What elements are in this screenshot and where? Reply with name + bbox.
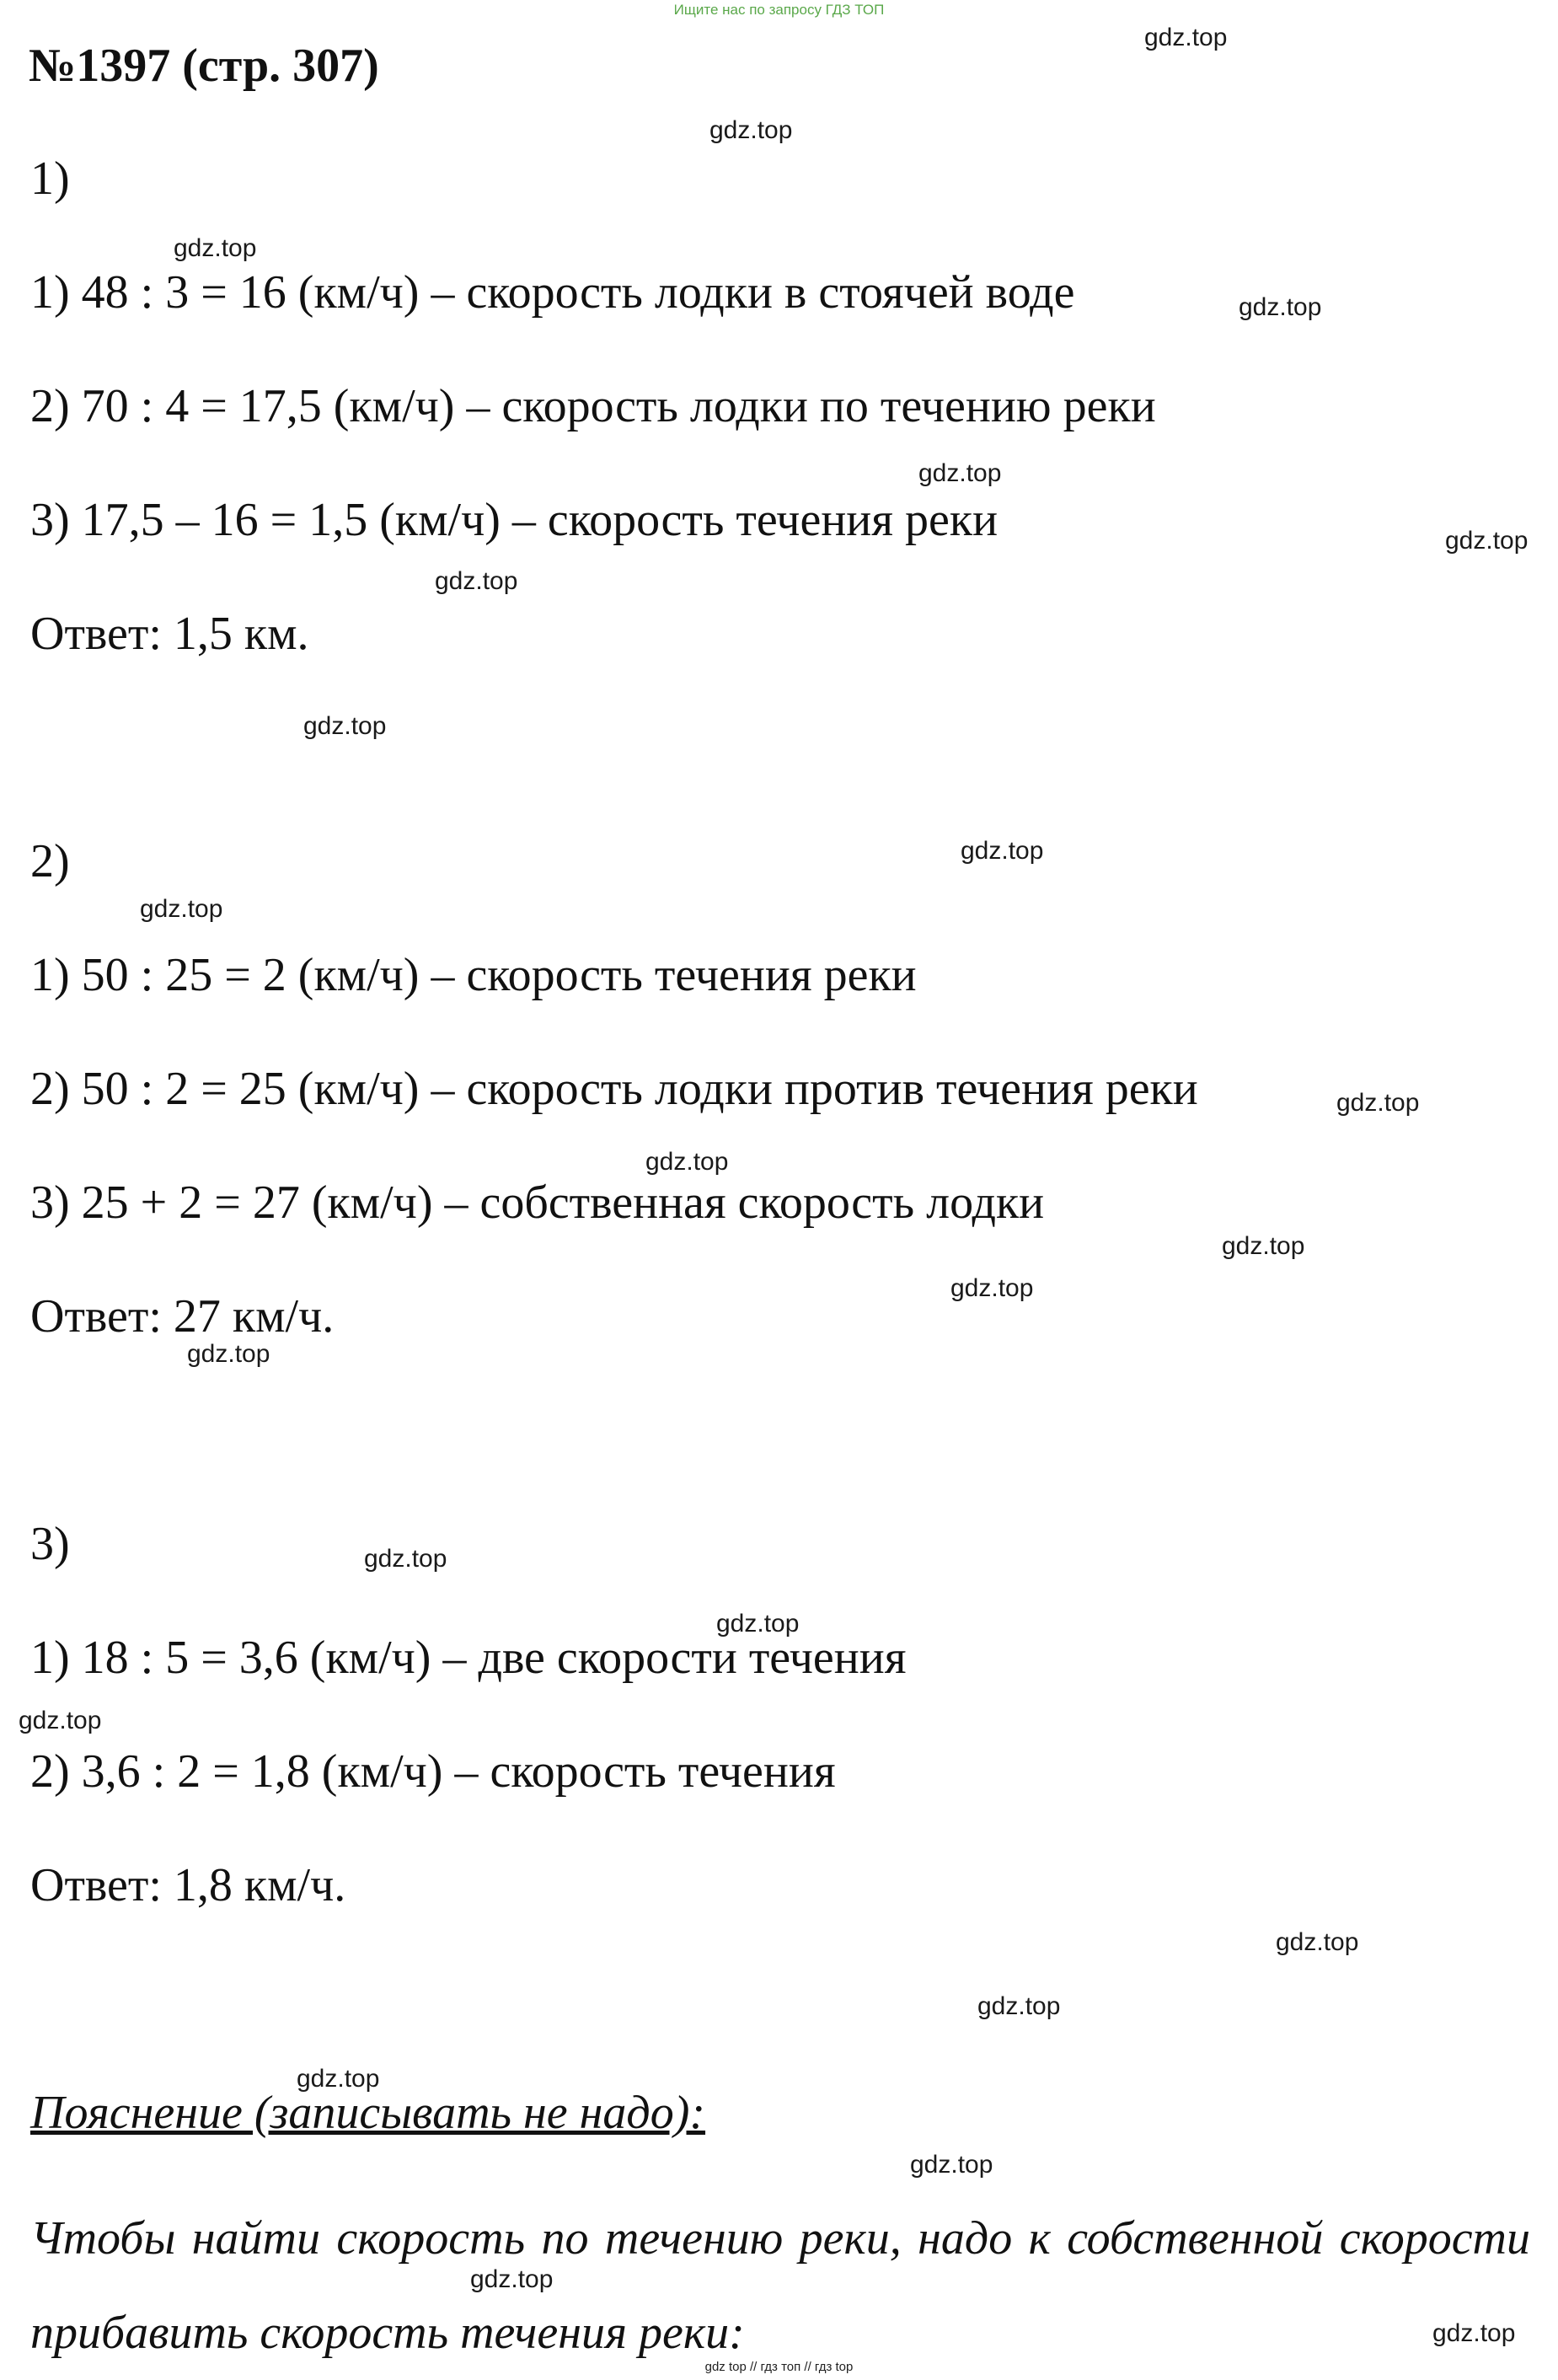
watermark: gdz.top	[174, 234, 257, 262]
watermark: gdz.top	[1144, 24, 1228, 51]
watermark: gdz.top	[303, 712, 387, 740]
part2-step-3: 3) 25 + 2 = 27 (км/ч) – собственная скорость лодки	[30, 1177, 1045, 1229]
watermark: gdz.top	[1336, 1089, 1420, 1117]
watermark: gdz.top	[910, 2151, 993, 2179]
part3-answer: Ответ: 1,8 км/ч.	[30, 1859, 346, 1911]
explanation-text: Чтобы найти скорость по течению реки, надо к собственной скорости прибавить скорость течения реки:	[30, 2212, 1530, 2359]
watermark: gdz.top	[918, 459, 1002, 487]
part2-answer: Ответ: 27 км/ч.	[30, 1290, 335, 1343]
watermark: gdz.top	[1239, 293, 1322, 321]
part3-label: 3)	[30, 1518, 70, 1570]
watermark: gdz.top	[187, 1340, 270, 1368]
part1-label: 1)	[30, 153, 70, 205]
watermark: gdz.top	[645, 1148, 729, 1176]
part2-label: 2)	[30, 835, 70, 887]
footer-watermark: gdz top // гдз топ // гдз top	[704, 2360, 854, 2374]
watermark: gdz.top	[297, 2065, 380, 2093]
watermark: gdz.top	[961, 837, 1044, 865]
watermark: gdz.top	[950, 1274, 1034, 1302]
explanation-heading: Пояснение (записывать не надо):	[30, 2087, 706, 2139]
part2-step-1: 1) 50 : 25 = 2 (км/ч) – скорость течения реки	[30, 949, 917, 1001]
part3-step-1: 1) 18 : 5 = 3,6 (км/ч) – две скорости течения	[30, 1632, 907, 1684]
watermark: gdz.top	[1222, 1232, 1305, 1260]
watermark: gdz.top	[977, 1992, 1061, 2020]
watermark: gdz.top	[140, 895, 223, 923]
watermark: gdz.top	[435, 567, 518, 595]
watermark: gdz.top	[19, 1707, 102, 1734]
page-title: №1397 (стр. 307)	[29, 40, 379, 92]
part1-step-3: 3) 17,5 – 16 = 1,5 (км/ч) – скорость течения реки	[30, 494, 999, 546]
part2-step-2: 2) 50 : 2 = 25 (км/ч) – скорость лодки против течения реки	[30, 1063, 1198, 1115]
watermark: gdz.top	[709, 116, 793, 144]
top-banner: Ищите нас по запросу ГДЗ ТОП	[673, 2, 885, 18]
part1-step-2: 2) 70 : 4 = 17,5 (км/ч) – скорость лодки по течению реки	[30, 380, 1156, 432]
watermark: gdz.top	[1445, 527, 1529, 555]
watermark: gdz.top	[1276, 1928, 1359, 1956]
watermark: gdz.top	[364, 1545, 447, 1573]
part1-step-1: 1) 48 : 3 = 16 (км/ч) – скорость лодки в стоячей воде	[30, 266, 1075, 319]
watermark: gdz.top	[1432, 2319, 1516, 2347]
part3-step-2: 2) 3,6 : 2 = 1,8 (км/ч) – скорость течения	[30, 1745, 836, 1798]
watermark: gdz.top	[470, 2265, 554, 2293]
watermark: gdz.top	[716, 1610, 800, 1638]
part1-answer: Ответ: 1,5 км.	[30, 608, 309, 660]
